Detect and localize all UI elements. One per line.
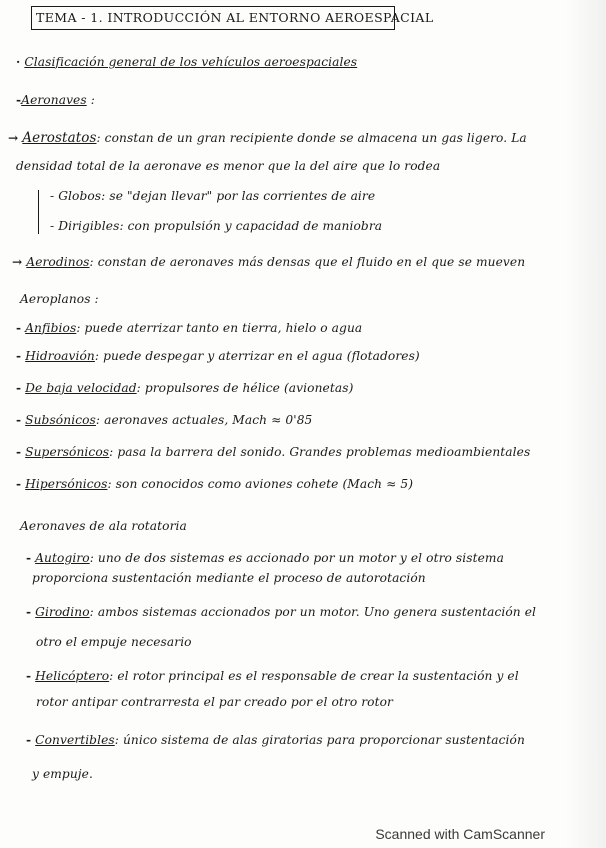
globos-dirigibles-bracket [38, 190, 45, 234]
note-line-21: - Convertibles: único sistema de alas giratorias para proporcionar sustentación [26, 733, 525, 747]
note-line-10: - De baja velocidad: propulsores de hélice (avionetas) [16, 381, 354, 395]
note-line-2: → Aerostatos: constan de un gran recipiente donde se almacena un gas ligero. La [8, 130, 527, 146]
note-line-7: Aeroplanos : [20, 292, 99, 306]
note-line-16: proporciona sustentación mediante el proceso de autorotación [32, 571, 426, 585]
note-line-3: densidad total de la aeronave es menor que la del aire que lo rodea [16, 159, 441, 173]
note-line-13: - Hipersónicos: son conocidos como aviones cohete (Mach ≈ 5) [16, 477, 414, 491]
note-line-12: - Supersónicos: pasa la barrera del sonido. Grandes problemas medioambientales [16, 445, 531, 459]
page-title [31, 6, 434, 30]
note-line-0: · Clasificación general de los vehículos aeroespaciales [16, 55, 358, 69]
note-line-6: → Aerodinos: constan de aeronaves más densas que el fluido en el que se mueven [12, 255, 526, 269]
note-line-8: - Anfibios: puede aterrizar tanto en tierra, hielo o agua [16, 321, 363, 335]
note-line-18: otro el empuje necesario [36, 635, 192, 649]
note-line-11: - Subsónicos: aeronaves actuales, Mach ≈ 0'85 [16, 413, 313, 427]
note-line-20: rotor antipar contrarresta el par creado por el otro rotor [36, 695, 393, 709]
note-line-1: -Aeronaves : [16, 93, 95, 107]
note-line-19: - Helicóptero: el rotor principal es el responsable de crear la sustentación y el [26, 669, 519, 683]
note-line-14: Aeronaves de ala rotatoria [20, 519, 187, 533]
note-line-17: - Girodino: ambos sistemas accionados por un motor. Uno genera sustentación el [26, 605, 537, 619]
camscanner-watermark: Scanned with CamScanner [375, 826, 545, 842]
scan-edge-shadow [566, 0, 606, 848]
note-line-4: - Globos: se "dejan llevar" por las corrientes de aire [50, 189, 376, 203]
note-line-5: - Dirigibles: con propulsión y capacidad de maniobra [50, 219, 383, 233]
note-line-22: y empuje. [32, 767, 93, 781]
note-line-15: - Autogiro: uno de dos sistemas es accionado por un motor y el otro sistema [26, 551, 504, 565]
note-line-9: - Hidroavión: puede despegar y aterrizar en el agua (flotadores) [16, 349, 420, 363]
page-title-text: TEMA - 1. INTRODUCCIÓN AL ENTORNO AEROESPACIAL [36, 10, 434, 25]
